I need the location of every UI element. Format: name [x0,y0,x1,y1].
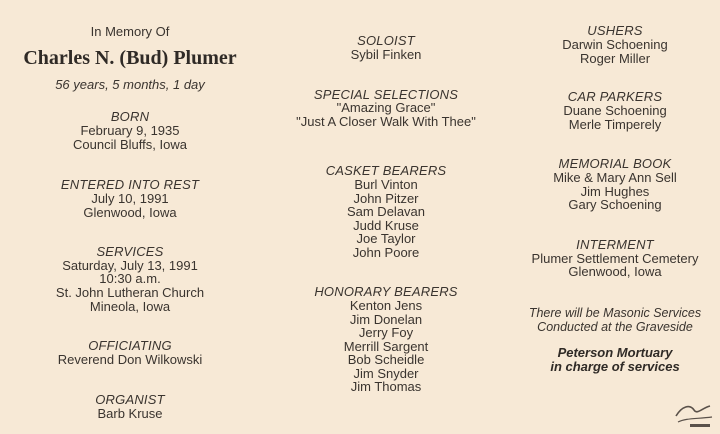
ushers-heading: USHERS [587,23,643,38]
casket-bearer: Burl Vinton [354,177,418,192]
services-time: 10:30 a.m. [99,271,161,286]
masonic-note: Conducted at the Graveside [537,320,693,334]
usher: Roger Miller [579,51,651,66]
mortuary-name: Peterson Mortuary [557,345,673,360]
services-place: Mineola, Iowa [89,299,171,314]
printer-logo-icon [672,400,718,430]
car-parker: Merle Timperely [568,117,662,132]
entered-rest-place: Glenwood, Iowa [83,205,177,220]
services-heading: SERVICES [96,244,164,259]
services-church: St. John Lutheran Church [55,285,205,300]
masonic-note: There will be Masonic Services [528,306,702,320]
interment-city: Glenwood, Iowa [568,264,662,279]
organist-name: Barb Kruse [97,406,163,421]
casket-bearer: John Pitzer [353,191,419,206]
entered-rest-heading: ENTERED INTO REST [60,177,200,192]
car-parkers-heading: CAR PARKERS [567,89,663,104]
special-selection-2: "Just A Closer Walk With Thee" [296,114,476,129]
casket-bearer: John Poore [352,245,420,260]
born-heading: BORN [110,109,150,124]
soloist-heading: SOLOIST [357,33,415,48]
memorial-book-heading: MEMORIAL BOOK [558,156,672,171]
special-selection-1: "Amazing Grace" [336,100,436,115]
mortuary-note: in charge of services [550,359,680,374]
interment-place: Plumer Settlement Cemetery [531,251,699,266]
officiating-name: Reverend Don Wilkowski [57,352,203,367]
memorial-book-name: Jim Hughes [580,184,650,199]
honorary-bearer: Jim Donelan [349,312,423,327]
officiating-heading: OFFICIATING [88,338,172,353]
honorary-bearers-heading: HONORARY BEARERS [314,284,458,299]
honorary-bearer: Jerry Foy [358,325,414,340]
casket-bearer: Joe Taylor [356,231,416,246]
casket-bearer: Judd Kruse [353,218,419,233]
age-text: 56 years, 5 months, 1 day [55,77,205,92]
born-place: Council Bluffs, Iowa [73,137,187,152]
memorial-book-name: Mike & Mary Ann Sell [553,170,677,185]
memorial-book-name: Gary Schoening [568,197,662,212]
honorary-bearer: Kenton Jens [349,298,423,313]
honorary-bearer: Jim Snyder [353,366,419,381]
deceased-name: Charles N. (Bud) Plumer [23,47,237,69]
born-date: February 9, 1935 [80,123,180,138]
casket-bearers-heading: CASKET BEARERS [325,163,447,178]
services-date: Saturday, July 13, 1991 [62,258,198,273]
interment-heading: INTERMENT [576,237,654,252]
honorary-bearer: Jim Thomas [350,379,422,394]
car-parker: Duane Schoening [563,103,667,118]
honorary-bearer: Bob Scheidle [347,352,425,367]
entered-rest-date: July 10, 1991 [91,191,169,206]
usher: Darwin Schoening [562,37,668,52]
honorary-bearer: Merrill Sargent [343,339,429,354]
soloist-name: Sybil Finken [350,47,422,62]
memory-intro: In Memory Of [90,24,170,39]
special-selections-heading: SPECIAL SELECTIONS [313,87,459,102]
casket-bearer: Sam Delavan [346,204,426,219]
organist-heading: ORGANIST [95,392,165,407]
